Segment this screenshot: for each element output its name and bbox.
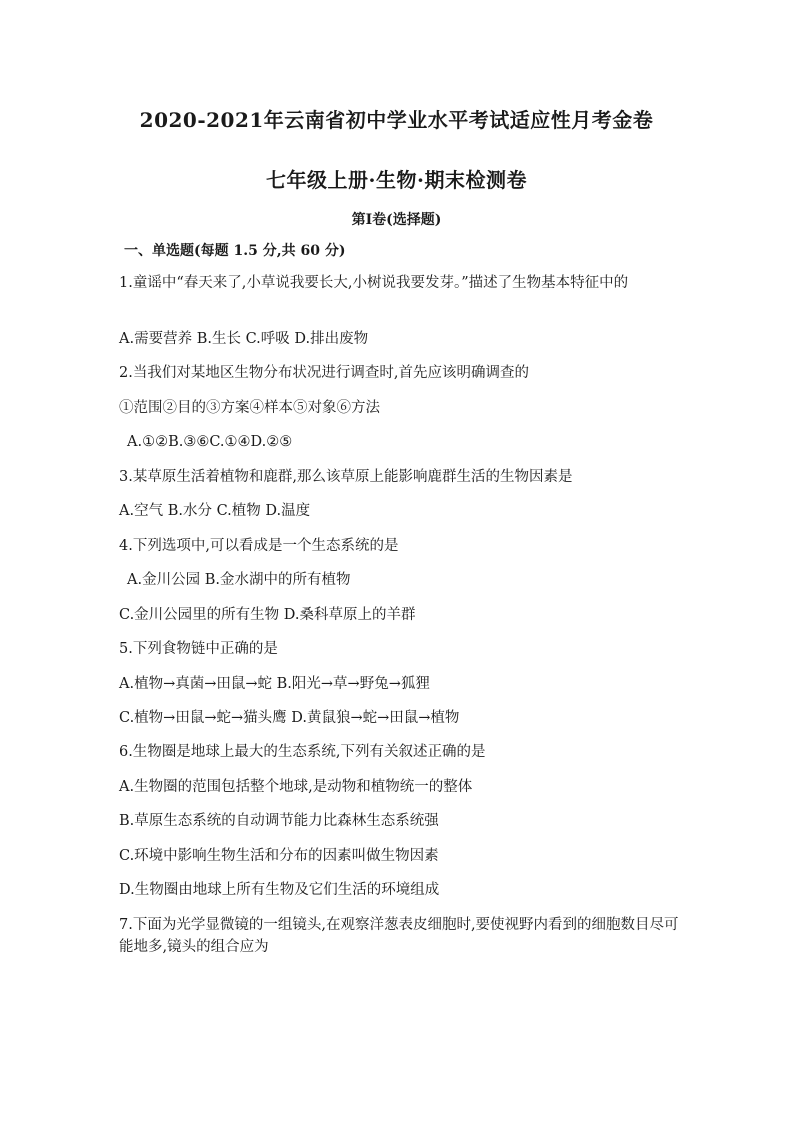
document-title: 2020-2021年云南省初中学业水平考试适应性月考金卷	[139, 108, 654, 132]
question-6-option-d: D.生物圈由地球上所有生物及它们生活的环境组成	[119, 882, 440, 898]
question-2-items: ①范围②目的③方案④样本⑤对象⑥方法	[119, 400, 380, 416]
question-6-option-b: B.草原生态系统的自动调节能力比森林生态系统强	[119, 813, 439, 829]
question-1-options: A.需要营养 B.生长 C.呼吸 D.排出废物	[119, 331, 369, 347]
section-heading: 一、单选题(每题 1.5 分,共 60 分)	[124, 243, 346, 259]
question-5-options-1: A.植物→真菌→田鼠→蛇 B.阳光→草→野兔→狐狸	[119, 676, 430, 692]
question-6-stem: 6.生物圈是地球上最大的生态系统,下列有关叙述正确的是	[119, 744, 486, 760]
question-6-option-a: A.生物圈的范围包括整个地球,是动物和植物统一的整体	[119, 779, 473, 795]
question-2-stem: 2.当我们对某地区生物分布状况进行调查时,首先应该明确调查的	[119, 365, 529, 381]
part-heading: 第Ⅰ卷(选择题)	[351, 212, 442, 228]
question-1-stem: 1.童谣中“春天来了,小草说我要长大,小树说我要发芽。”描述了生物基本特征中的	[119, 275, 629, 291]
question-7-stem: 7.下面为光学显微镜的一组镜头,在观察洋葱表皮细胞时,要使视野内看到的细胞数目尽可能地多,镜头的组合应为	[119, 917, 679, 955]
question-3-stem: 3.某草原生活着植物和鹿群,那么该草原上能影响鹿群生活的生物因素是	[119, 469, 573, 485]
question-4-options-2: C.金川公园里的所有生物 D.桑科草原上的羊群	[119, 607, 416, 623]
question-4-stem: 4.下列选项中,可以看成是一个生态系统的是	[119, 538, 399, 554]
question-4-options-1: A.金川公园 B.金水湖中的所有植物	[127, 572, 351, 588]
question-5-options-2: C.植物→田鼠→蛇→猫头鹰 D.黄鼠狼→蛇→田鼠→植物	[119, 710, 460, 726]
question-5-stem: 5.下列食物链中正确的是	[119, 641, 278, 657]
question-6-option-c: C.环境中影响生物生活和分布的因素叫做生物因素	[119, 848, 439, 864]
document-subtitle: 七年级上册·生物·期末检测卷	[266, 168, 527, 192]
question-3-options: A.空气 B.水分 C.植物 D.温度	[119, 503, 311, 519]
question-2-options: A.①②B.③⑥C.①④D.②⑤	[127, 434, 293, 450]
